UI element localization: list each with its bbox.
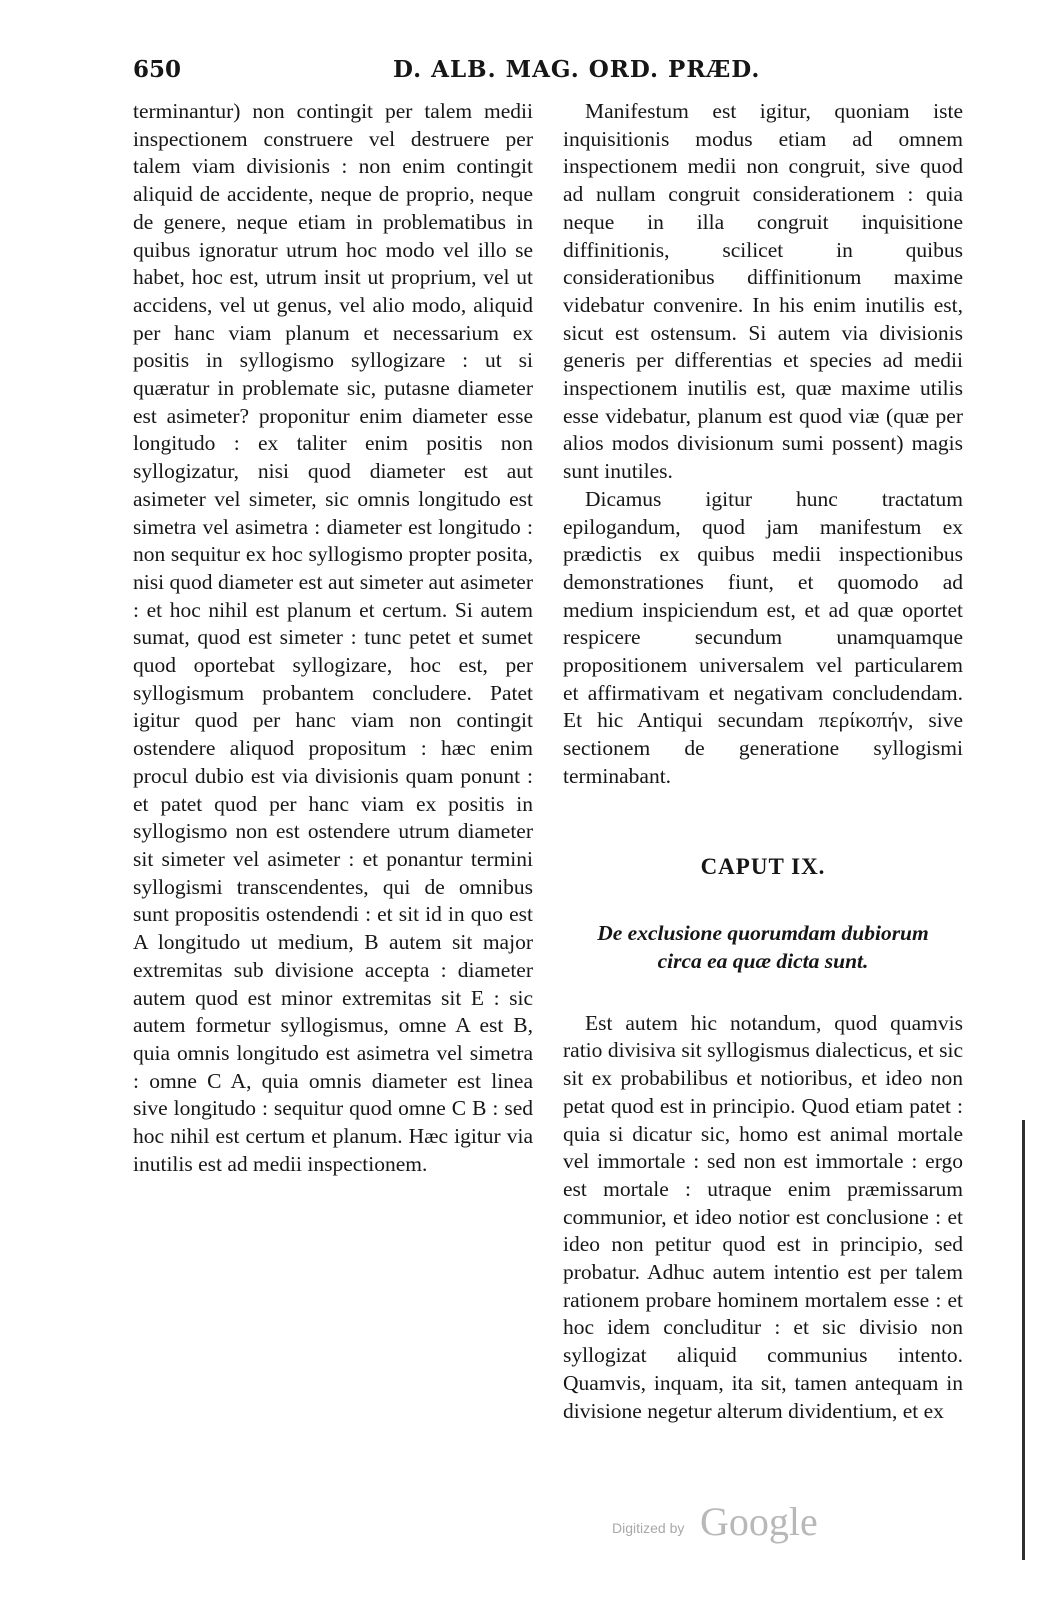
page-header	[133, 56, 963, 90]
chapter-subtitle	[563, 920, 963, 975]
right-paragraph-1: Manifestum est igitur, quoniam iste inquisitionis modus etiam ad omnem inspectionem medii non congruit, sive quod ad nullam congruit considerationem : quia neque in illa congruit inquisitione diffinitionis, scilicet in quibus considerationibus diffinitionum maxime videbatur convenire. In his enim inutilis est, sicut est ostensum. Si autem via divisionis generis per differentias et species ad medii inspectionem inutilis est, quæ maxime utilis esse videbatur, planum est quod viæ (quæ per alios modos divisionum sumi possent) magis sunt inutiles.	[563, 99, 963, 484]
right-column	[563, 98, 963, 1425]
running-head: D. ALB. MAG. ORD. PRÆD.	[393, 56, 761, 83]
chapter-heading: CAPUT IX.	[700, 853, 826, 879]
page-edge-line	[1022, 1120, 1025, 1560]
digitized-by-text: Digitized by	[612, 1520, 685, 1536]
left-paragraph-1: terminantur) non contingit per talem medii inspectionem construere vel destruere per talem viam divisionis : non enim contingit aliquid de accidente, neque de proprio, neque de genere, neque etiam in problematibus in quibus ignoratur utrum hoc modo vel illo se habet, hoc est, utrum insit ut proprium, vel ut accidens, vel ut genus, vel alio modo, aliquid per hanc viam planum et necessarium ex positis in syllogismo syllogizare : ut si quæratur in problemate sic, putasne diameter est asimeter? proponitur enim diameter esse longitudo : ex taliter enim positis non syllogizatur, nisi quod diameter est aut asimeter vel simeter, sic omnis longitudo est simetra vel asimetra : diameter est longitudo : non sequitur ex hoc syllogismo propter posita, nisi quod diameter est aut simeter aut asimeter : et hoc nihil est planum et certum. Si autem sumat, quod est simeter : tunc petet et sumet quod oportebat syllogizare, hoc est, per syllogismum probantem concludere. Patet igitur quod per hanc viam non contingit ostendere aliquod propositum : hæc enim procul dubio est via divisionis quam ponunt : et patet quod per hanc viam ex positis in syllogismo non est ostendere utrum diameter sit simeter vel asimeter : et ponantur termini syllogismi transcendentes, qui de omnibus sunt propositis ostendendi : et sit id in quo est A longitudo ut medium, B autem sit major extremitas sub divisione accepta : diameter autem quod est minor extremitas sit E : sic autem formetur syllogismus, omne A est B, quia omnis longitudo est asimetra vel simetra : omne C A, quia omnis diameter est linea sive longitudo : sequitur quod omne C B : sed hoc nihil est certum et planum. Hæc igitur via inutilis est ad medii inspectionem.	[133, 99, 533, 1176]
google-logo: Google	[700, 1499, 818, 1544]
chapter-subtitle-line-1: De exclusione quorumdam dubiorum	[597, 921, 929, 946]
right-paragraph-2: Dicamus igitur hunc tractatum epilogandum, quod jam manifestum ex prædictis ex quibus medii inspectionibus demonstrationes fiunt, et quomodo ad medium inspiciendum est, et ad quæ oportet respicere secundum unamquamque propositionem universalem vel particularem et affirmativam et negativam concludendam. Et hic Antiqui secundam περίκοπήν, sive sectionem de generatione syllogismi terminabant.	[563, 486, 963, 788]
left-column	[133, 98, 533, 1178]
right-paragraph-3: Est autem hic notandum, quod quamvis ratio divisiva sit syllogismus dialecticus, et sic sit ex probabilibus et notioribus, et ideo non petat quod est in principio. Quod etiam patet : quia si dicatur sic, homo est animal mortale vel immortale : sed non est immortale : ergo est mortale : utraque enim præmissarum communior, et ideo notior est conclusione : et ideo non petitur quod est in principio, sed probatur. Adhuc autem intentio est per talem rationem probare hominem mortalem esse : et hoc idem concluditur : et sic divisio non syllogizat aliquid communius intento. Quamvis, inquam, ita sit, tamen antequam in divisione negetur alterum dividentium, et ex	[563, 1010, 963, 1423]
chapter-subtitle-line-2: circa ea quæ dicta sunt.	[657, 948, 869, 973]
page-number: 650	[133, 56, 182, 83]
